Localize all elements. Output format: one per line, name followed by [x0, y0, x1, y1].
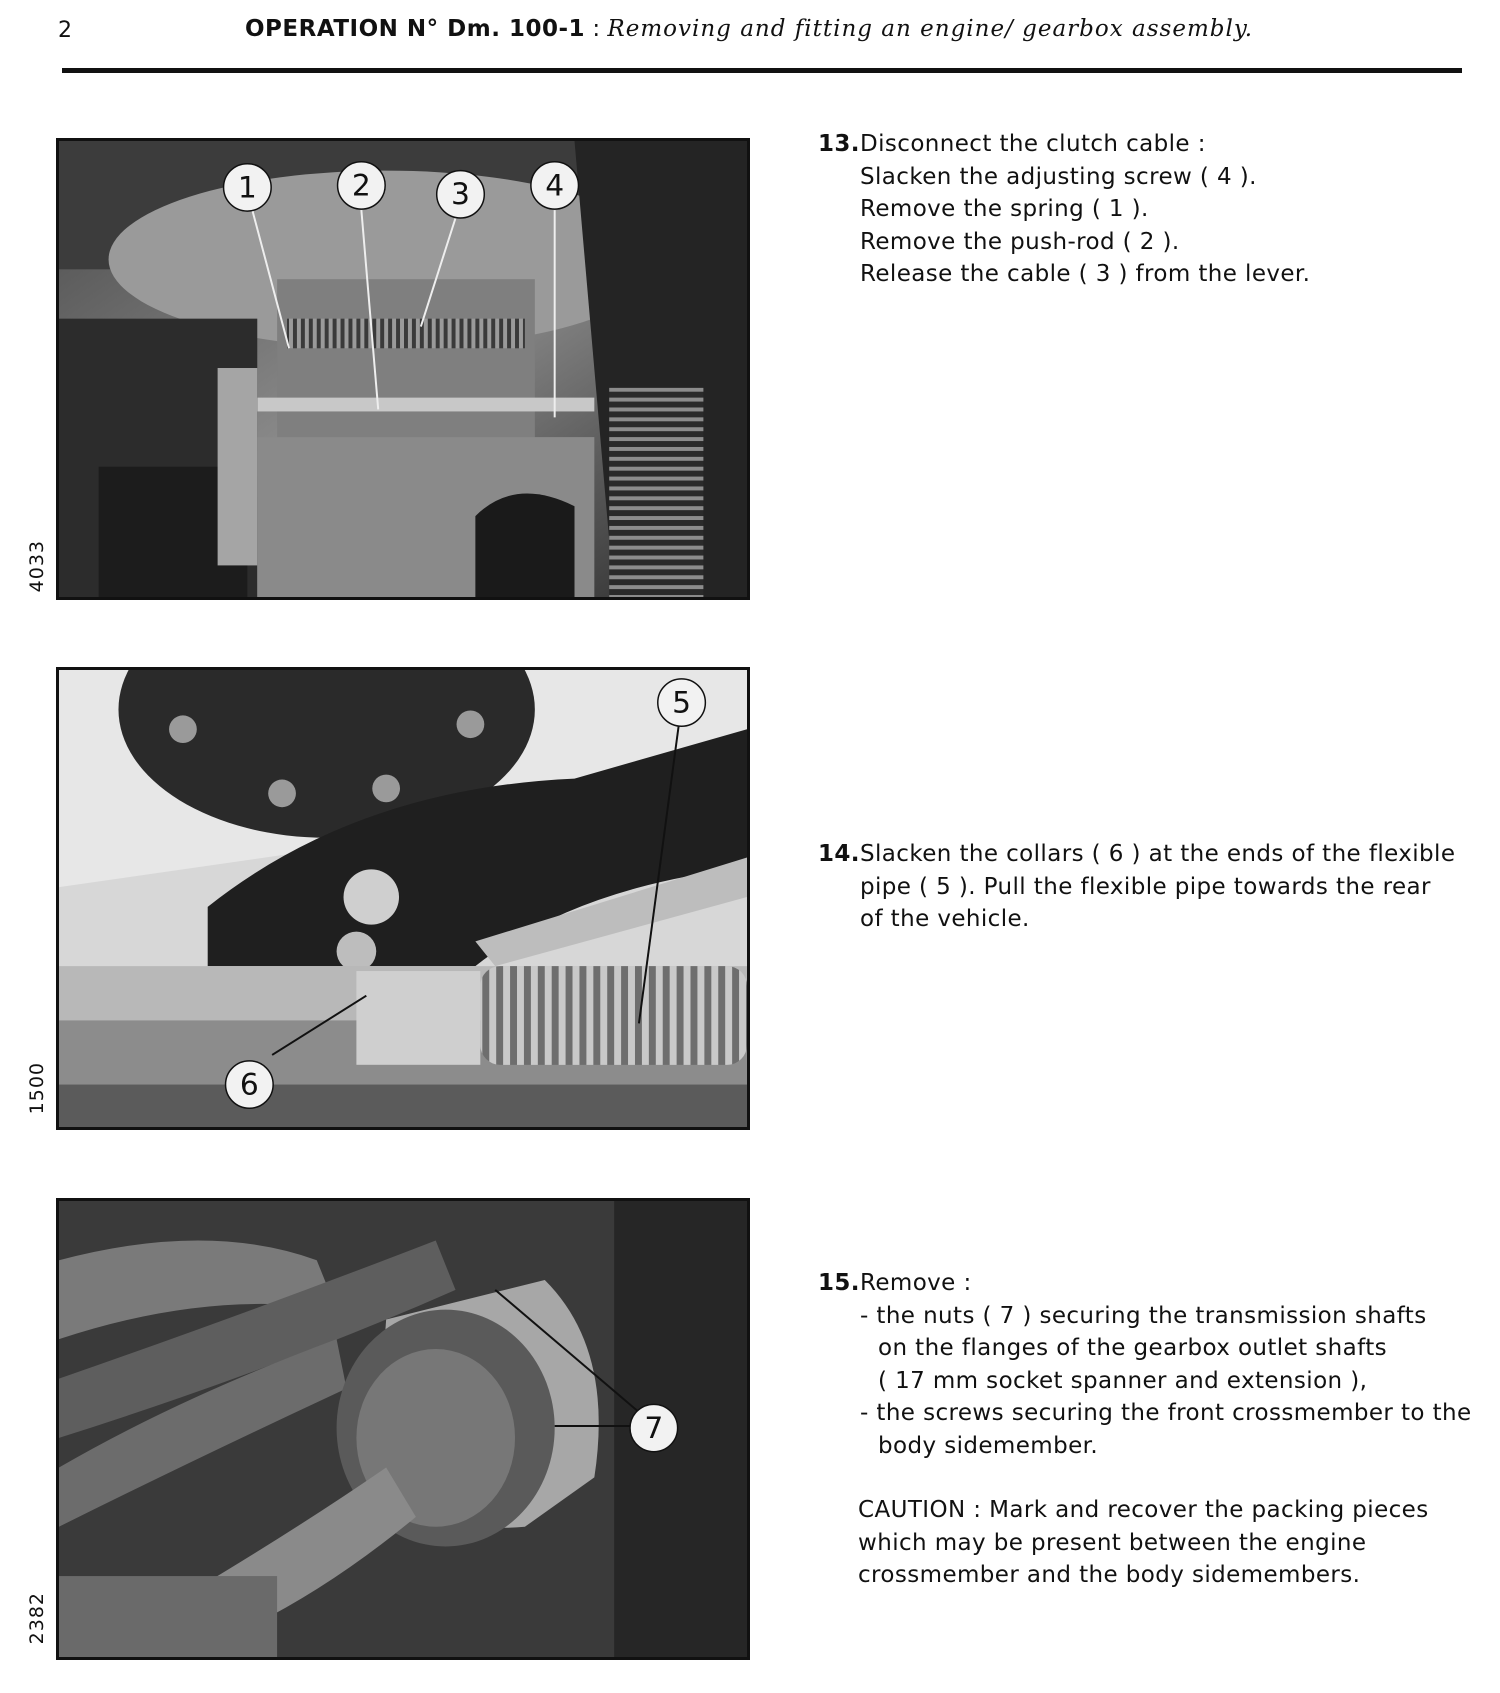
caution-text: which may be present between the engine	[858, 1529, 1367, 1556]
svg-text:4: 4	[545, 167, 565, 203]
step-text: pipe ( 5 ). Pull the flexible pipe towards the rear	[860, 873, 1431, 900]
step-text: of the vehicle.	[860, 906, 1030, 932]
svg-text:7: 7	[644, 1409, 664, 1445]
operation-number: OPERATION N° Dm. 100-1	[245, 16, 586, 42]
step-number: 13.	[818, 131, 860, 157]
header-rule	[62, 68, 1462, 73]
caution-text: crossmember and the body sidemembers.	[858, 1562, 1361, 1588]
figure-ref-2382: 2382	[26, 1592, 48, 1645]
svg-text:2: 2	[351, 167, 371, 203]
step-text: ( 17 mm socket spanner and extension ),	[878, 1367, 1368, 1394]
photo-flexible-pipe	[56, 667, 750, 1130]
step-text: Disconnect the clutch cable :	[860, 131, 1206, 157]
step-text: body sidemember.	[878, 1432, 1099, 1459]
step-text: Remove the push-rod ( 2 ).	[860, 228, 1180, 255]
step-text: Remove :	[860, 1270, 972, 1296]
photo-clutch-cable	[56, 138, 750, 600]
svg-text:6: 6	[239, 1066, 259, 1102]
operation-subtitle: Removing and fitting an engine/ gearbox assembly.	[607, 16, 1254, 42]
step-13	[818, 128, 1468, 291]
caution-text: CAUTION : Mark and recover the packing pieces	[858, 1497, 1429, 1523]
step-text: - the nuts ( 7 ) securing the transmission shafts	[860, 1302, 1427, 1329]
step-text: Slacken the adjusting screw ( 4 ).	[860, 163, 1257, 190]
step-14	[818, 838, 1468, 936]
svg-text:5: 5	[672, 684, 692, 720]
step-text: Remove the spring ( 1 ).	[860, 196, 1149, 222]
svg-text:1: 1	[237, 169, 257, 205]
step-15	[818, 1267, 1472, 1462]
svg-text:3: 3	[451, 176, 470, 212]
figure-ref-1500: 1500	[26, 1062, 48, 1115]
page-header	[245, 16, 1253, 42]
step-number: 15.	[818, 1270, 860, 1296]
step-number: 14.	[818, 841, 860, 867]
photo-transmission-shafts	[56, 1198, 750, 1660]
page-number: 2	[58, 18, 72, 43]
caution-note	[858, 1494, 1468, 1592]
step-text: - the screws securing the front crossmember to the	[860, 1400, 1472, 1426]
step-text: Slacken the collars ( 6 ) at the ends of the flexible	[860, 841, 1456, 867]
step-text: Release the cable ( 3 ) from the lever.	[860, 261, 1311, 287]
figure-ref-4033: 4033	[26, 540, 48, 593]
header-separator: :	[585, 16, 608, 42]
step-text: on the flanges of the gearbox outlet shafts	[878, 1335, 1388, 1361]
